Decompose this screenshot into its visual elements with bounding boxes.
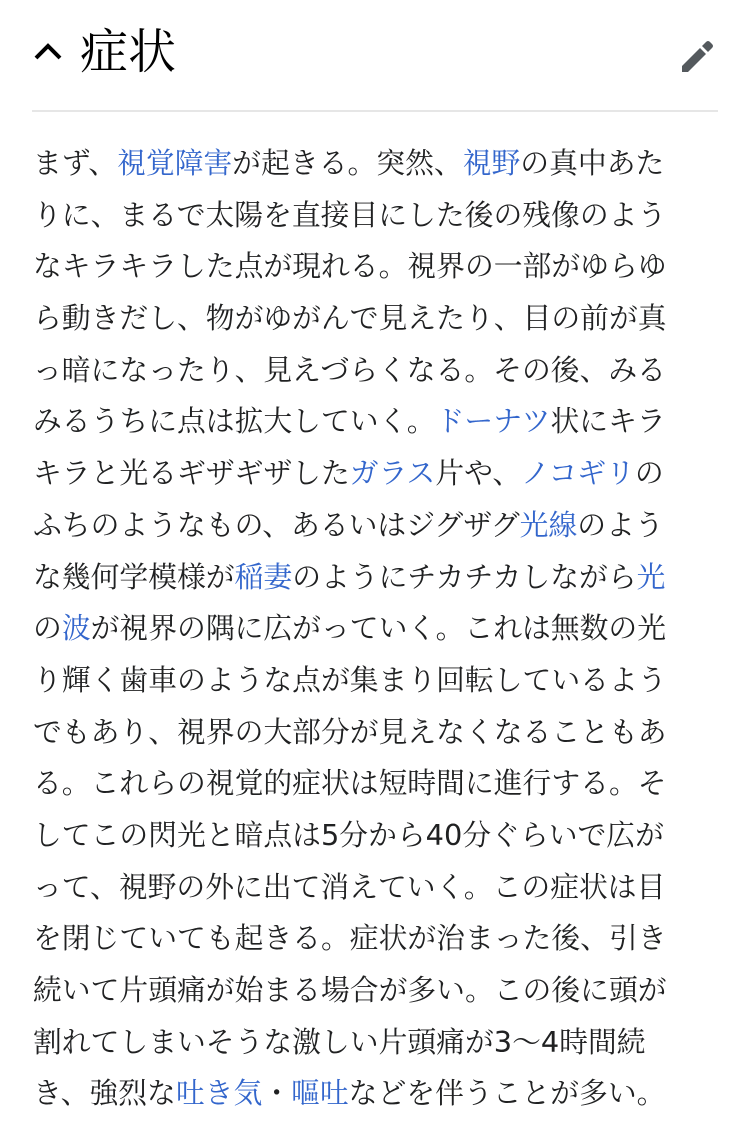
paragraph-text: が視界の隅に広がっていく。これは無数の光: [90, 611, 666, 646]
paragraph-line: [33, 396, 698, 448]
paragraph-line: [33, 500, 698, 552]
section-header[interactable]: [32, 0, 718, 112]
paragraph-line: [33, 345, 698, 397]
wiki-link[interactable]: 光線: [519, 507, 578, 542]
paragraph-text: の: [634, 456, 664, 491]
paragraph-text: キラと光るギザギザした: [33, 456, 350, 491]
paragraph-text: の真中あた: [520, 146, 665, 180]
wiki-link[interactable]: 波: [61, 611, 91, 646]
paragraph-text: ・: [262, 1076, 292, 1111]
paragraph-text: などを伴うことが多い。: [348, 1076, 666, 1111]
paragraph-text: 片や、: [435, 456, 522, 491]
paragraph-line: [33, 707, 698, 759]
wiki-link[interactable]: 稲妻: [234, 559, 293, 594]
paragraph-line: [33, 810, 698, 862]
paragraph-text: な幾何学模様が: [33, 559, 235, 594]
paragraph-text: 続いて片頭痛が始まる場合が多い。この後に頭が: [33, 973, 667, 1007]
paragraph-line: [33, 862, 698, 914]
wiki-link[interactable]: 嘔吐: [291, 1076, 349, 1111]
paragraph-text: って、視野の外に出て消えていく。この症状は目: [33, 869, 666, 904]
wiki-link[interactable]: 視野: [462, 146, 521, 180]
paragraph-line: [33, 655, 698, 707]
section-title: 症状: [80, 24, 177, 80]
paragraph-line: [33, 758, 698, 810]
wiki-link[interactable]: ドーナツ: [435, 404, 551, 439]
paragraph-text: りに、まるで太陽を直接目にした後の残像のよう: [33, 197, 667, 232]
wiki-link[interactable]: ガラス: [349, 456, 436, 491]
paragraph-line: [33, 552, 698, 604]
wiki-link[interactable]: 吐き気: [175, 1076, 263, 1111]
paragraph-line: [33, 138, 698, 190]
chevron-up-icon[interactable]: [32, 36, 64, 68]
paragraph-text: ら動きだし、物がゆがんで見えたり、目の前が真: [33, 301, 667, 336]
paragraph-text: ふちのようなもの、あるいはジグザグ: [33, 507, 520, 542]
paragraph-line: [33, 603, 698, 655]
paragraph-text: のようにチカチカしながら: [292, 559, 637, 594]
paragraph-text: り輝く歯車のような点が集まり回転しているよう: [33, 662, 667, 697]
paragraph-line: [33, 1017, 698, 1069]
paragraph-line: [33, 241, 698, 293]
wiki-link[interactable]: 視覚障害: [117, 146, 233, 180]
paragraph-text: っ暗になったり、見えづらくなる。その後、みる: [33, 352, 666, 387]
paragraph-text: る。これらの視覚的症状は短時間に進行する。そ: [33, 766, 667, 801]
paragraph-line: [33, 293, 698, 345]
paragraph-line: [33, 1068, 698, 1120]
wiki-link[interactable]: 光: [636, 559, 666, 594]
paragraph-text: を閉じていても起きる。症状が治まった後、引き: [33, 921, 667, 956]
paragraph-text: 割れてしまいそうな激しい片頭痛が3〜4時間続: [33, 1024, 646, 1059]
paragraph-text: 状にキラ: [550, 404, 666, 439]
paragraph-line: [33, 965, 698, 1017]
wiki-link[interactable]: ノコギリ: [521, 456, 635, 491]
paragraph-text: のよう: [577, 507, 664, 542]
paragraph-text: みるうちに点は拡大していく。: [33, 404, 436, 439]
paragraph-text: なキラキラした点が現れる。視界の一部がゆらゆ: [33, 249, 667, 284]
paragraph-text: でもあり、視界の大部分が見えなくなることもあ: [33, 714, 667, 749]
paragraph-text: してこの閃光と暗点は5分から40分ぐらいで広が: [33, 817, 664, 852]
paragraph-text: の: [33, 611, 62, 646]
pencil-icon[interactable]: [678, 36, 718, 76]
paragraph-text: まず、: [33, 146, 118, 180]
paragraph-text: が起きる。突然、: [232, 146, 463, 180]
paragraph-line: [33, 190, 698, 242]
paragraph-text: き、強烈な: [33, 1076, 176, 1111]
paragraph-line: [33, 913, 698, 965]
paragraph-line: [33, 448, 698, 500]
section-body-paragraph: [33, 138, 698, 1120]
